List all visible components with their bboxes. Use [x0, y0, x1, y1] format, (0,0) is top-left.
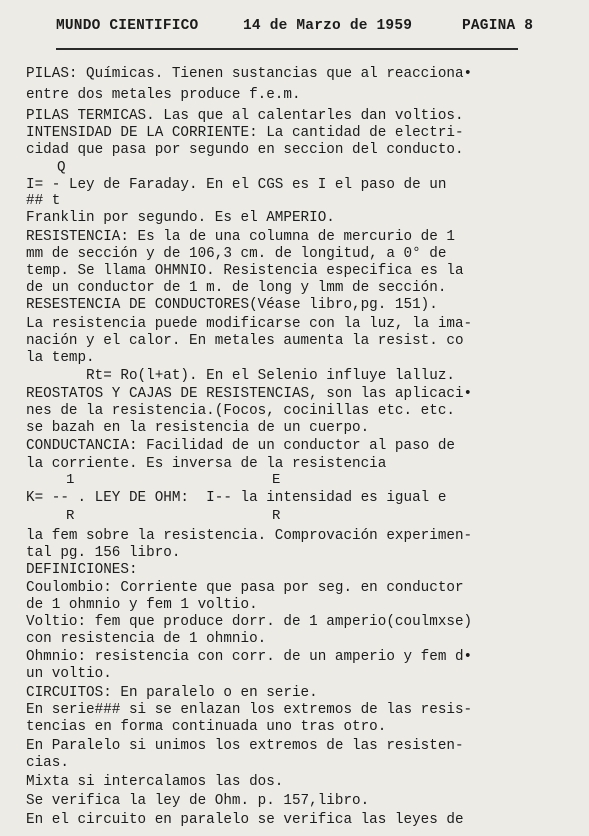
text-line: Rt= Ro(l+at). En el Selenio influye lalluz.: [26, 368, 455, 384]
text-line: RESESTENCIA DE CONDUCTORES(Véase libro,pg. 151).: [26, 297, 438, 313]
formula-numerator: Q: [57, 160, 66, 176]
text-line: La resistencia puede modificarse con la luz, la ima-: [26, 316, 473, 332]
text-line: con resistencia de 1 ohmnio.: [26, 631, 267, 647]
text-line: PILAS TERMICAS. Las que al calentarles dan voltios.: [26, 108, 464, 124]
text-line: cias.: [26, 755, 69, 771]
text-line: En serie### si se enlazan los extremos de las resis-: [26, 702, 473, 718]
text-line: temp. Se llama OHMNIO. Resistencia especifica es la: [26, 263, 464, 279]
text-line: PILAS: Químicas. Tienen sustancias que al reacciona•: [26, 66, 473, 82]
text-line: tencias en forma continuada uno tras otro.: [26, 719, 387, 735]
ohm-denominator: R: [272, 508, 281, 524]
text-line: de un conductor de 1 m. de long y lmm de sección.: [26, 280, 447, 296]
text-line: un voltio.: [26, 666, 112, 682]
text-line: INTENSIDAD DE LA CORRIENTE: La cantidad de electri-: [26, 125, 464, 141]
text-line: tal pg. 156 libro.: [26, 545, 181, 561]
text-line: Franklin por segundo. Es el AMPERIO.: [26, 210, 335, 226]
text-line: RESISTENCIA: Es la de una columna de mercurio de 1: [26, 229, 455, 245]
text-line: Se verifica la ley de Ohm. p. 157,libro.: [26, 793, 370, 809]
ohm-numerator: E: [272, 472, 281, 488]
text-line: DEFINICIONES:: [26, 562, 138, 578]
text-line: REOSTATOS Y CAJAS DE RESISTENCIAS, son las aplicaci•: [26, 386, 473, 402]
text-line: nación y el calor. En metales aumenta la resist. co: [26, 333, 464, 349]
text-line: la corriente. Es inversa de la resistencia: [26, 456, 387, 472]
text-line: nes de la resistencia.(Focos, cocinillas etc. etc.: [26, 403, 455, 419]
text-line: cidad que pasa por segundo en seccion del conducto.: [26, 142, 464, 158]
text-line: CIRCUITOS: En paralelo o en serie.: [26, 685, 318, 701]
conductance-numerator: 1: [66, 472, 75, 488]
text-line: se bazah en la resistencia de un cuerpo.: [26, 420, 370, 436]
publication-name: MUNDO CIENTIFICO: [56, 18, 199, 34]
text-line: Coulombio: Corriente que pasa por seg. en conductor: [26, 580, 464, 596]
header-rule: [56, 48, 518, 50]
text-line: Ohmnio: resistencia con corr. de un amperio y fem d•: [26, 649, 473, 665]
issue-date: 14 de Marzo de 1959: [243, 18, 413, 34]
text-line: CONDUCTANCIA: Facilidad de un conductor al paso de: [26, 438, 455, 454]
text-line: ## t: [26, 193, 61, 209]
text-line: K= -- . LEY DE OHM: I-- la intensidad es igual e: [26, 490, 447, 506]
text-line: la fem sobre la resistencia. Comprovación experimen-: [26, 528, 473, 544]
page-number: PAGINA 8: [462, 18, 534, 34]
text-line: Voltio: fem que produce dorr. de 1 amperio(coulmxse): [26, 614, 473, 630]
text-line: En el circuito en paralelo se verifica las leyes de: [26, 812, 464, 828]
text-line: entre dos metales produce f.e.m.: [26, 87, 301, 103]
conductance-denominator: R: [66, 508, 75, 524]
text-line: mm de sección y de 106,3 cm. de longitud, a 0° de: [26, 246, 447, 262]
text-line: la temp.: [26, 350, 95, 366]
text-line: Mixta si intercalamos las dos.: [26, 774, 284, 790]
text-line: En Paralelo si unimos los extremos de las resisten-: [26, 738, 464, 754]
text-line: I= - Ley de Faraday. En el CGS es I el paso de un: [26, 177, 447, 193]
page-header: [0, 14, 589, 42]
text-line: de 1 ohmnio y fem 1 voltio.: [26, 597, 258, 613]
